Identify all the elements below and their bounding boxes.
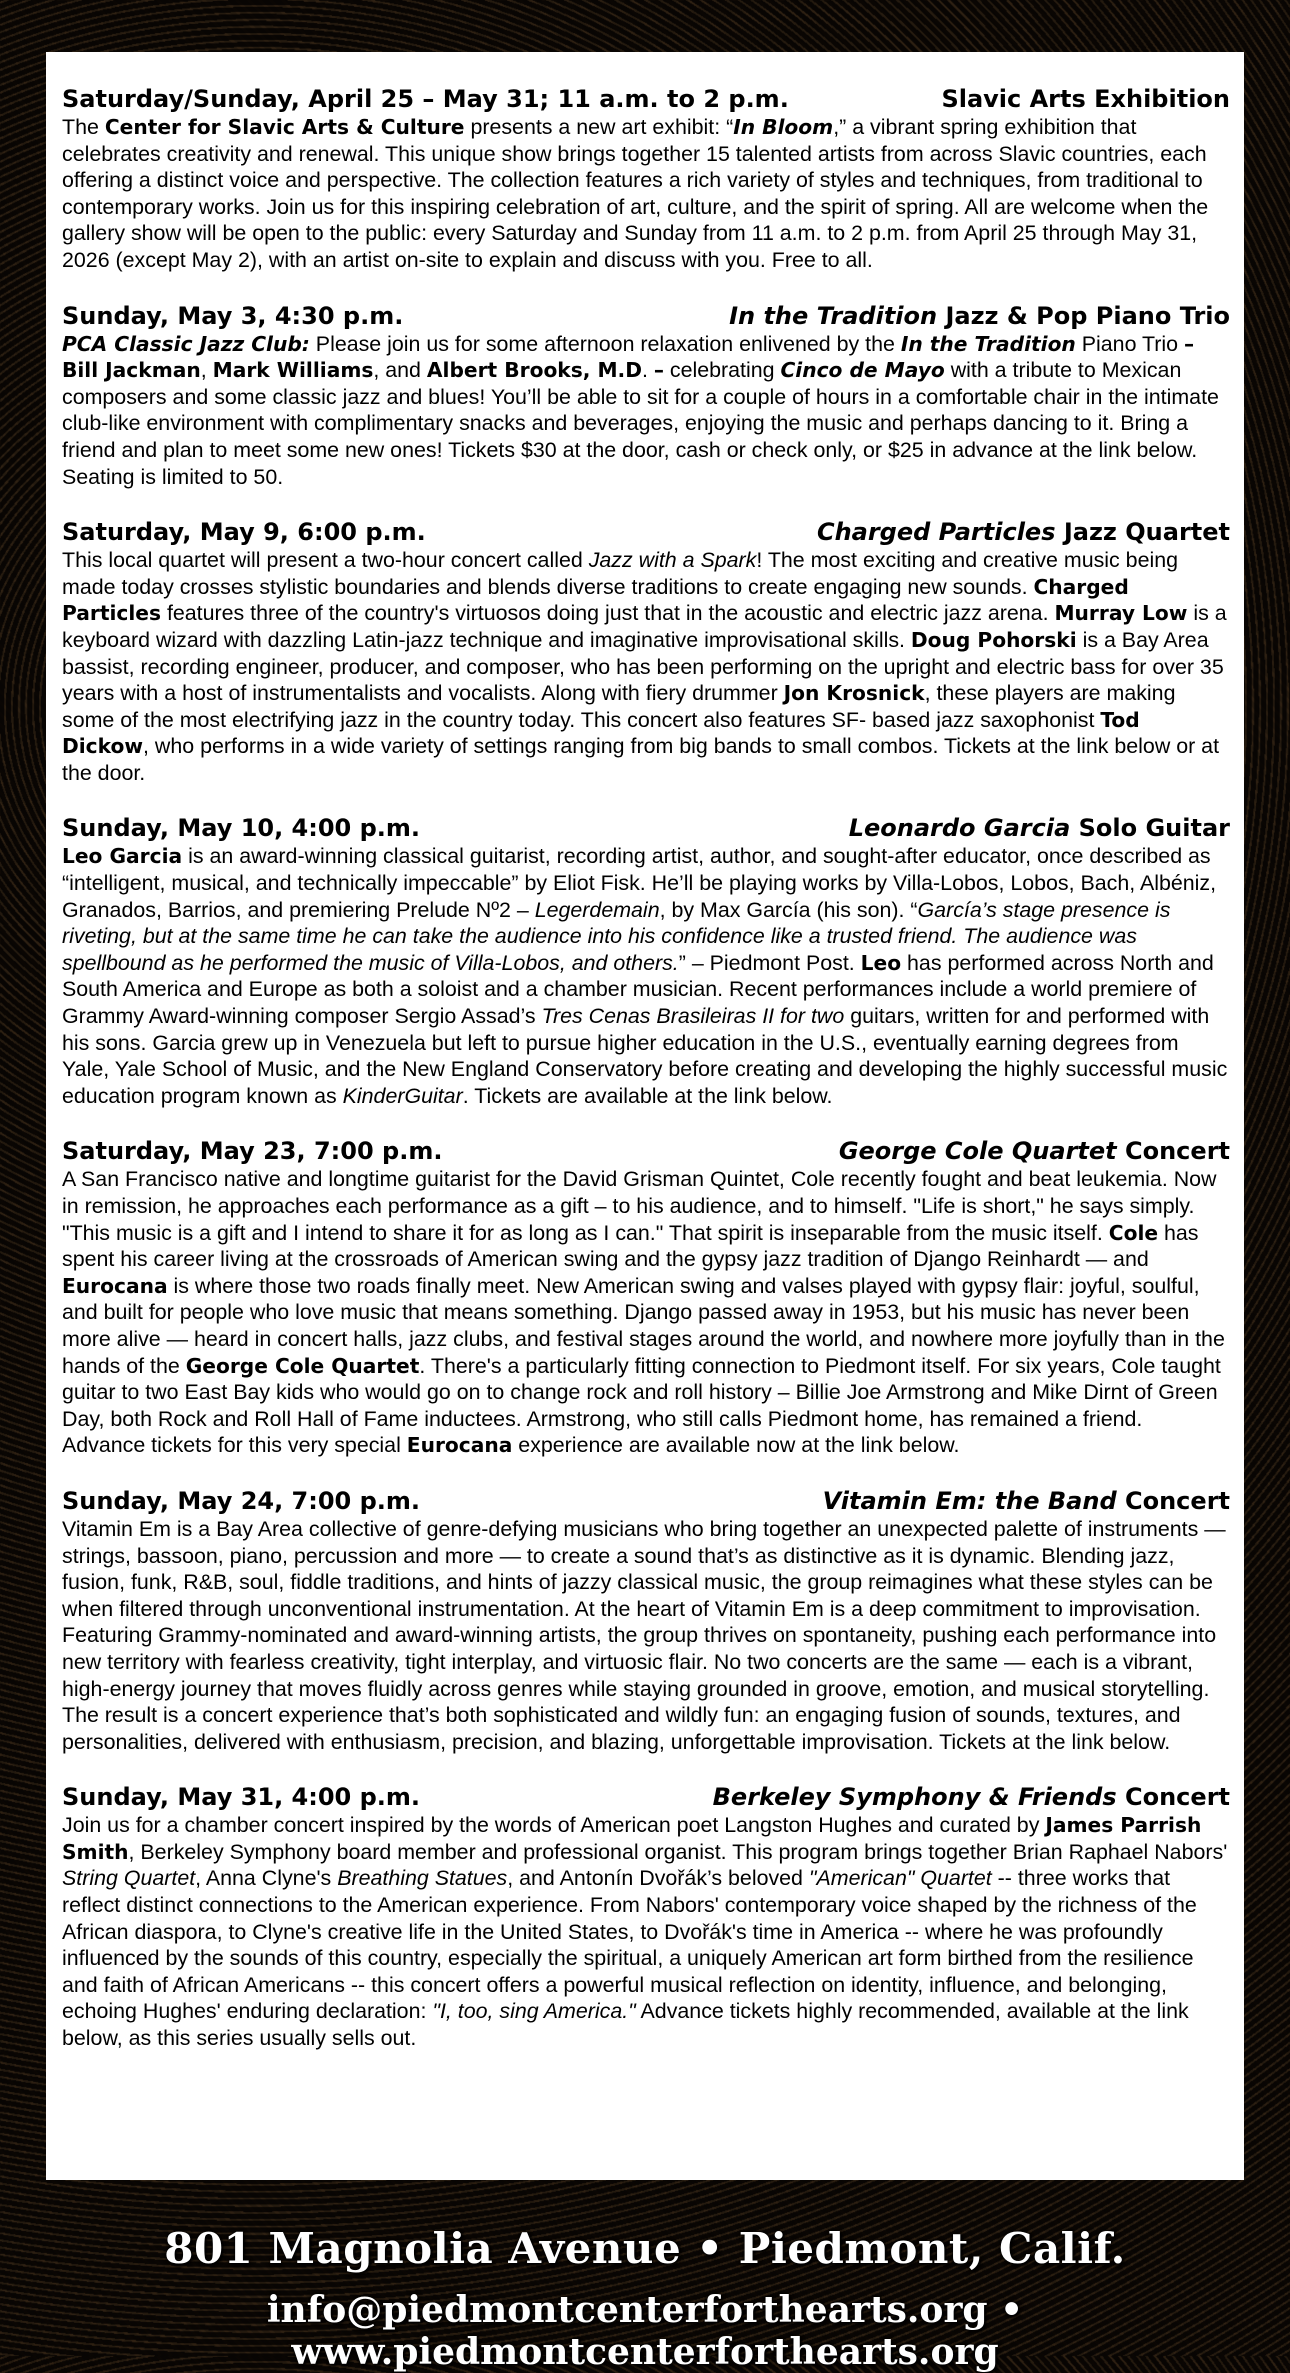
event-date: Saturday, May 23, 7:00 p.m. [62, 1137, 443, 1166]
event-header [62, 84, 1230, 114]
event-description: Join us for a chamber concert inspired by the words of American poet Langston Hughes and curated by James Parrish Smith, Berkeley Symphony board member and professional organist. This program brings together Brian Raphael Nabors' String Quartet, Anna Clyne's Breathing Statues, and Antonín Dvořák’s beloved "American" Quartet -- three works that reflect distinct connections to the American experience. From Nabors' contemporary voice shaped by the richness of the African diaspora, to Clyne's creative life in the United States, to Dvořák's time in America -- where he was profoundly influenced by the sounds of this country, especially the spiritual, a uniquely American art form birthed from the resilience and faith of African Americans -- this concert offers a powerful musical reflection on identity, influence, and belonging, echoing Hughes' enduring declaration: "I, too, sing America." Advance tickets highly recommended, available at the link below, as this series usually sells out. [62, 1813, 1228, 2051]
event-title-type: Solo Guitar [1070, 814, 1230, 843]
event-item [62, 813, 1230, 1109]
event-title [849, 813, 1230, 843]
event-title-type: Jazz Quartet [1055, 518, 1230, 547]
event-title-name: Vitamin Em: the Band [822, 1486, 1117, 1515]
event-header [62, 1486, 1230, 1516]
event-title-name: Berkeley Symphony & Friends [712, 1783, 1117, 1812]
event-title-name: George Cole Quartet [838, 1137, 1117, 1166]
event-description: A San Francisco native and longtime guitarist for the David Grisman Quintet, Cole recently fought and beat leukemia. Now in remission, he approaches each performance as a gift – to his audience, and to himself. "Life is short," he says simply. "This music is a gift and I intend to share it for as long as I can." That spirit is inseparable from the music itself. Cole has spent his career living at the crossroads of American swing and the gypsy jazz tradition of Django Reinhardt — and Eurocana is where those two roads finally meet. New American swing and valses played with gypsy flair: joyful, soulful, and built for people who love music that means something. Django passed away in 1953, but his music has never been more alive — heard in concert halls, jazz clubs, and festival stages around the world, and nowhere more joyfully than in the hands of the George Cole Quartet. There's a particularly fitting connection to Piedmont itself. For six years, Cole taught guitar to two East Bay kids who would go on to change rock and roll history – Billie Joe Armstrong and Mike Dirnt of Green Day, both Rock and Roll Hall of Fame inductees. Armstrong, who still calls Piedmont home, has remained a friend. Advance tickets for this very special Eurocana experience are available now at the link below. [62, 1167, 1225, 1458]
event-description: Leo Garcia is an award-winning classical guitarist, recording artist, author, and sought-after educator, once described as “intelligent, musical, and technically impeccable” by Eliot Fisk. He’ll be playing works by Villa-Lobos, Lobos, Bach, Albéniz, Granados, Barrios, and premiering Prelude Nº2 – Legerdemain, by Max García (his son). “García’s stage presence is riveting, but at the same time he can take the audience into his confidence like a trusted friend. The audience was spellbound as he performed the music of Villa-Lobos, and others.” – Piedmont Post. Leo has performed across North and South America and Europe as both a soloist and a chamber musician. Recent performances include a world premiere of Grammy Award-winning composer Sergio Assad’s Tres Cenas Brasileiras II for two guitars, written for and performed with his sons. Garcia grew up in Venezuela but left to pursue higher education in the U.S., eventually earning degrees from Yale, Yale School of Music, and the New England Conservatory before creating and developing the highly successful music education program known as KinderGuitar. Tickets are available at the link below. [62, 844, 1228, 1108]
footer-contact: info@piedmontcenterforthearts.org • www.piedmontcenterforthearts.org [266, 2289, 1024, 2373]
event-description: This local quartet will present a two-hour concert called Jazz with a Spark! The most exciting and creative music being made today crosses stylistic boundaries and blends diverse traditions to create engaging new sounds. Charged Particles features three of the country's virtuosos doing just that in the acoustic and electric jazz arena. Murray Low is a keyboard wizard with dazzling Latin-jazz technique and imaginative improvisational skills. Doug Pohorski is a Bay Area bassist, recording engineer, producer, and composer, who has been performing on the upright and electric bass for over 35 years with a host of instrumentalists and vocalists. Along with fiery drummer Jon Krosnick, these players are making some of the most electrifying jazz in the country today. This concert also features SF- based jazz saxophonist Tod Dickow, who performs in a wide variety of settings ranging from big bands to small combos. Tickets at the link below or at the door. [62, 548, 1227, 785]
footer-address: 801 Magnolia Avenue • Piedmont, Calif. [164, 2224, 1126, 2273]
event-title-type: Concert [1116, 1486, 1230, 1515]
event-title-name: In the Tradition [729, 301, 938, 330]
event-title-type: Concert [1116, 1137, 1230, 1166]
event-title [817, 517, 1230, 547]
event-header [62, 1782, 1230, 1812]
event-description: PCA Classic Jazz Club: Please join us for some afternoon relaxation enlivened by the In the Tradition Piano Trio – Bill Jackman, Mark Williams, and Albert Brooks, M.D. – celebrating Cinco de Mayo with a tribute to Mexican composers and some classic jazz and blues! You’ll be able to sit for a couple of hours in a comfortable chair in the intimate club-like environment with complimentary snacks and beverages, enjoying the music and perhaps dancing to it. Bring a friend and plan to meet some new ones! Tickets $30 at the door, cash or check only, or $25 in advance at the link below. Seating is limited to 50. [62, 331, 1219, 489]
event-date: Saturday, May 9, 6:00 p.m. [62, 518, 426, 547]
event-title [823, 1486, 1230, 1516]
event-item [62, 517, 1230, 786]
event-date: Sunday, May 3, 4:30 p.m. [62, 301, 404, 330]
event-date: Sunday, May 10, 4:00 p.m. [62, 814, 421, 843]
event-date: Saturday/Sunday, April 25 – May 31; 11 a.m. to 2 p.m. [62, 85, 789, 113]
event-title-type: Jazz & Pop Piano Trio [937, 301, 1230, 330]
event-title-name: Charged Particles [816, 518, 1056, 547]
event-item [62, 301, 1230, 491]
event-title-name: Leonardo Garcia [848, 814, 1071, 843]
event-header [62, 301, 1230, 331]
event-title [941, 84, 1230, 114]
event-item [62, 1782, 1230, 2051]
event-list [62, 84, 1230, 2052]
event-item [62, 1136, 1230, 1459]
event-title [713, 1782, 1230, 1812]
event-header [62, 1136, 1230, 1166]
event-item [62, 84, 1230, 274]
event-title-type: Slavic Arts Exhibition [941, 85, 1230, 113]
event-description: The Center for Slavic Arts & Culture presents a new art exhibit: “In Bloom,” a vibrant spring exhibition that celebrates creativity and renewal. This unique show brings together 15 talented artists from across Slavic countries, each offering a distinct voice and perspective. The collection features a rich variety of styles and techniques, from traditional to contemporary works. Join us for this inspiring celebration of art, culture, and the spirit of spring. All are welcome when the gallery show will be open to the public: every Saturday and Sunday from 11 a.m. to 2 p.m. from April 25 through May 31, 2026 (except May 2), with an artist on-site to explain and discuss with you. Free to all. [62, 115, 1209, 272]
event-description: Vitamin Em is a Bay Area collective of genre-defying musicians who bring together an unexpected palette of instruments — strings, bassoon, piano, percussion and more — to create a sound that’s as distinctive as it is dynamic. Blending jazz, fusion, funk, R&B, soul, fiddle traditions, and hints of jazzy classical music, the group reimagines what these styles can be when filtered through unconventional instrumentation. At the heart of Vitamin Em is a deep commitment to improvisation. Featuring Grammy-nominated and award-winning artists, the group thrives on spontaneity, pushing each performance into new territory with fearless creativity, tight interplay, and virtuosic flair. No two concerts are the same — each is a vibrant, high-energy journey that moves fluidly across genres while staying grounded in groove, emotion, and musical storytelling. The result is a concert experience that’s both sophisticated and wildly fun: an engaging fusion of sounds, textures, and personalities, delivered with enthusiasm, precision, and blazing, unforgettable improvisation. Tickets at the link below. [62, 1516, 1226, 1754]
event-header [62, 517, 1230, 547]
event-title [729, 301, 1230, 331]
event-title [839, 1136, 1230, 1166]
event-header [62, 813, 1230, 843]
event-item [62, 1486, 1230, 1755]
event-title-type: Concert [1116, 1783, 1230, 1812]
events-page [46, 52, 1244, 2180]
event-date: Sunday, May 24, 7:00 p.m. [62, 1486, 421, 1515]
event-date: Sunday, May 31, 4:00 p.m. [62, 1783, 421, 1812]
